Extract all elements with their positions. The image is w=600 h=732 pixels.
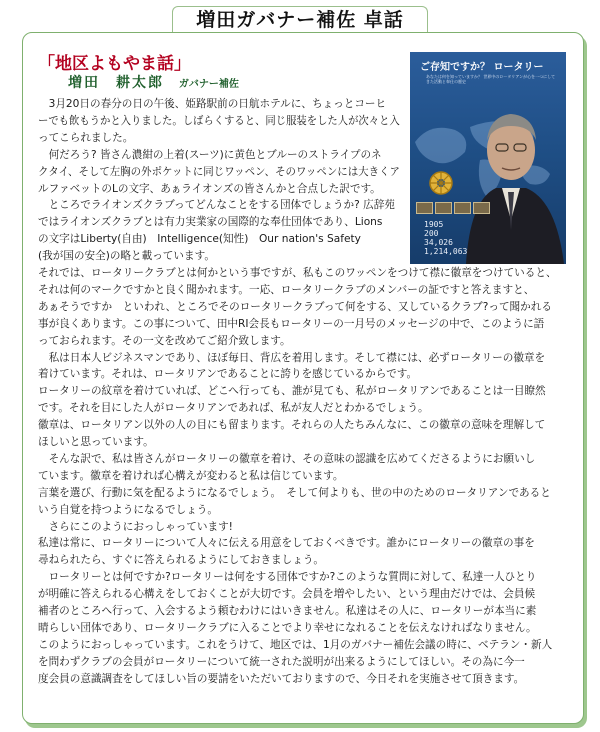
body-line: ところでライオンズクラブってどんなことをする団体でしょうか? 広辞苑	[38, 199, 395, 212]
body-line: です。それを目にした人がロータリアンであれば、私が友人だとわかるでしょう。	[38, 402, 429, 415]
body-line: 徽章は、ロータリアン以外の人の目にも留まります。それらの人たちみんなに、この徽章の意味を理解して	[38, 419, 546, 432]
body-line: っておられます。その一文を改めてご紹介致します。	[38, 334, 291, 347]
body-line: それは何のマークですかと良く聞かれます。一応、ロータリークラブのメンバーの証ですと答えますと、	[38, 283, 535, 296]
body-line: 着けています。それは、ロータリアンであることに誇りを感じているからです。	[38, 368, 418, 381]
page-title: 増田ガバナー補佐 卓話	[172, 6, 428, 33]
body-line: ほしいと思っています。	[38, 436, 154, 448]
author-line	[68, 72, 239, 92]
poster-numbers: 1905 200 34,026 1,214,063	[424, 220, 468, 256]
body-line: そんな訳で、私は皆さんがロータリーの徽章を着け、その意味の認識を広めてくださるようにお願いし	[38, 452, 536, 465]
body-line: 晴らしい団体であり、ロータリークラブに入ることでより幸せになれることを伝えなければなりません。	[38, 621, 537, 634]
poster-title: ご存知ですか？ ロータリー	[420, 62, 544, 73]
body-line: 私は日本人ビジネスマンであり、ほぼ毎日、背広を着用します。そして襟には、必ずロータリーの徽章を	[38, 351, 546, 364]
body-line: クタイ、そして左胸の外ポケットに同じワッペン、そのワッペンには大きくア	[38, 165, 400, 178]
body-line: それでは、ロータリークラブとは何かという事ですが、私もこのワッペンをつけて襟に徽章をつけていると、	[38, 267, 557, 279]
body-line: ーでも飲もうかと入りました。しばらくすると、同じ服装をした人が次々と入	[38, 114, 400, 127]
body-line: このようにおっしゃっています。これをうけて、地区では、1月のガバナー補佐会議の時に、ベテラン・新人	[38, 638, 553, 651]
body-line: 尋ねられたら、すぐに答えられるようにしておきましょう。	[38, 554, 325, 567]
body-line: さらにこのようにおっしゃっています!	[38, 520, 233, 533]
body-line: ています。徽章を着ければ心構えが変わると私は信じています。	[38, 469, 344, 482]
body-line: が明確に答えられる心構えをしておくことが大切です。会員を増やしたい、という理由だけでは、会員候	[38, 588, 536, 601]
body-line: (我が国の安全)の略と載っています。	[38, 250, 215, 263]
body-line: あぁそうですか といわれ、ところでそのロータリークラブって何をする、又しているクラブ?って聞かれる	[38, 300, 552, 313]
body-line: 何だろう? 皆さん濃紺の上着(スーツ)に黄色とブルーのストライプのネ	[38, 148, 382, 161]
body-line: ロータリーとは何ですか?ロータリーは何をする団体ですか?このような質問に対して、私達一人ひとり	[38, 571, 537, 584]
body-line: 言葉を選び、行動に気を配るようになるでしょう。 そして何よりも、世の中のためのロータリアンであると	[38, 486, 551, 499]
poster-photo-strip	[416, 202, 490, 214]
body-line: ってこられました。	[38, 131, 134, 144]
body-line: 補者のところへ行って、入会するよう頼むわけにはいきません。私達はその人に、ロータリーが本当に素	[38, 605, 537, 617]
body-line: ロータリーの紋章を着けていれば、どこへ行っても、誰が見ても、私がロータリアンであることは一目瞭然	[38, 385, 546, 398]
body-line: を問わずクラブの会員がロータリーについて統一された説明が出来るようにしてほしい。その為に今一	[38, 655, 525, 668]
poster-subtitle: あなたは何を知っていますか？ 世界中のロータリアンが心を一つにしてきた活動と奉仕の歴史	[426, 74, 556, 84]
body-line: 私達は常に、ロータリーについて人々に伝える用意をしておくべきです。誰かにロータリーの徽章の事を	[38, 537, 535, 550]
body-line: の文字はLiberty(自由) Intelligence(知性) Our nation's Safety	[38, 233, 361, 246]
body-line: ではライオンズクラブとは有力実業家の国際的な奉仕団体であり、Lions	[38, 216, 383, 229]
author-name: 増田 耕太郎	[68, 75, 164, 91]
rotary-poster-image	[410, 52, 566, 264]
body-line: 度会員の意識調査をしてほしい旨の要請をいただいておりますので、今日それを実施させて頂きます。	[38, 672, 525, 685]
author-role: ガバナー補佐	[178, 79, 239, 90]
section-heading: 「地区よもやま話」	[38, 54, 191, 74]
body-line: いう自覚を持つようになるでしょう。	[38, 503, 218, 516]
body-line: 3月20日の春分の日の午後、姫路駅前の日航ホテルに、ちょっとコーヒ	[38, 98, 387, 110]
body-line: ルファベットのLの文字、あぁライオンズの皆さんかと合点した訳です。	[38, 182, 381, 195]
rotary-wheel-icon	[428, 170, 454, 196]
body-line: 事が良くあります。この事について、田中RI会長もロータリーの一月号のメッセージの中で、このように語	[38, 317, 545, 330]
